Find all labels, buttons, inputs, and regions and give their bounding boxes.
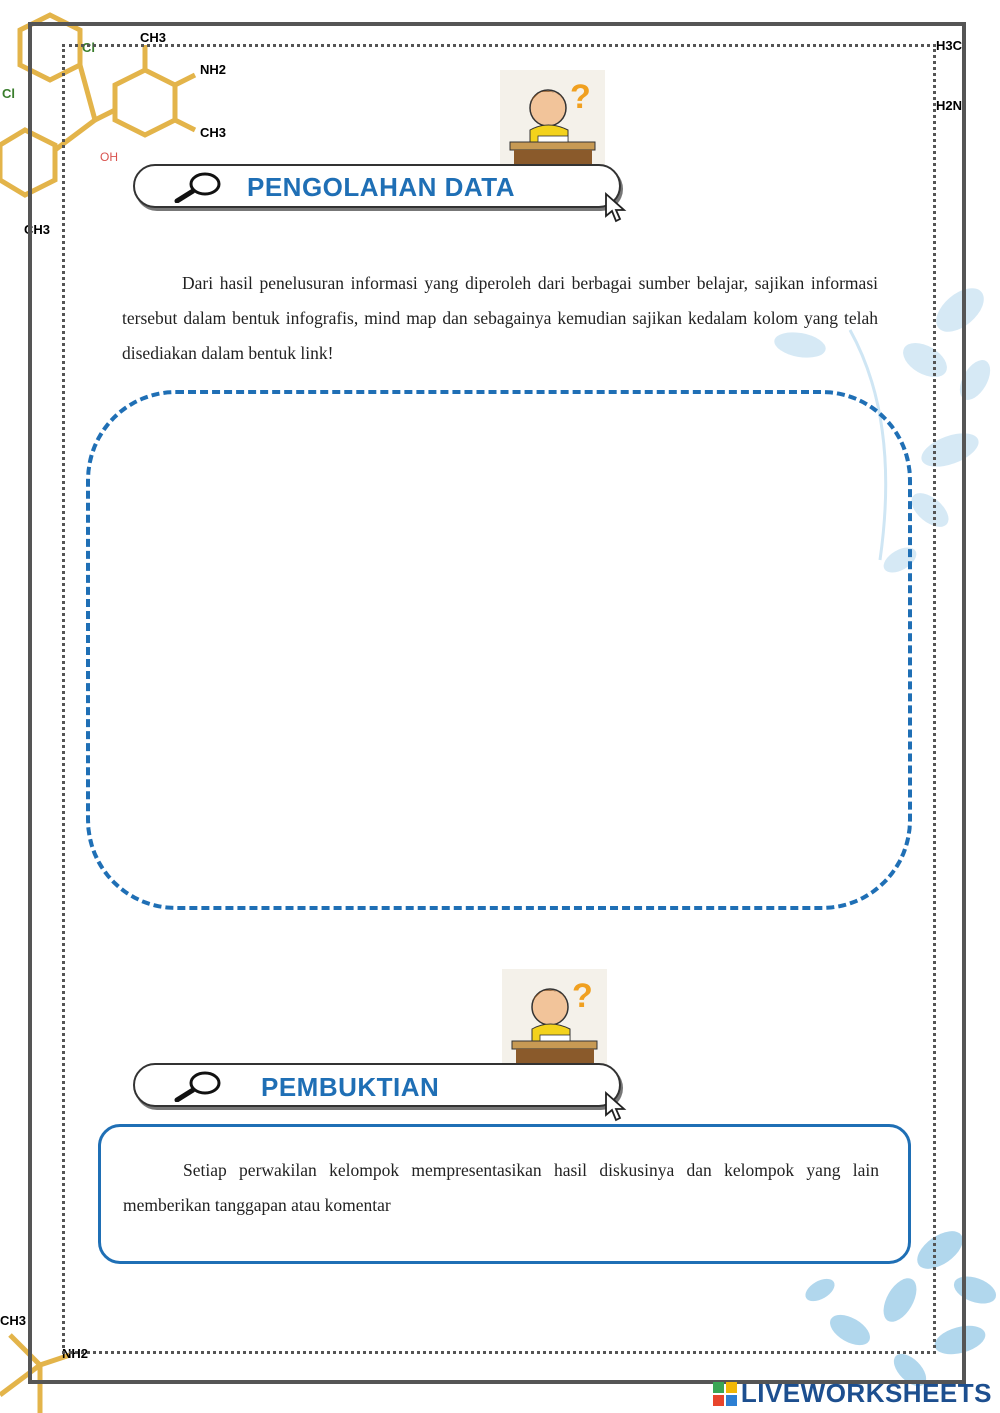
section-title: PEMBUKTIAN [261,1072,440,1102]
chem-label-h2n: H2N [936,98,963,113]
magnifier-icon [173,171,223,203]
magnifier-icon [173,1070,223,1102]
thinking-student-illustration [500,70,605,168]
chem-label-nh2: NH2 [200,62,227,77]
section-header-pembuktian [133,1063,621,1107]
answer-input-area[interactable] [86,390,912,910]
liveworksheets-badge-icon [713,1382,737,1406]
chem-label-ch3: CH3 [0,1313,27,1328]
cursor-pointer-icon [603,1091,629,1123]
chem-label-cl: Cl [2,86,15,101]
chem-label-cl: Cl [82,40,95,55]
chem-label-oh: OH [100,150,118,164]
pembuktian-box [98,1124,911,1264]
brand-name: LIVEWORKSHEETS [740,1378,992,1408]
chem-label-nh2: NH2 [62,1346,89,1361]
svg-text:?: ? [570,78,591,116]
cursor-pointer-icon [603,192,629,224]
chem-label-h3c: H3C [936,38,963,53]
chem-label-ch3: CH3 [200,125,227,140]
section-header-pengolahan-data [133,164,621,208]
liveworksheets-logo [713,1378,992,1409]
instruction-paragraph: Dari hasil penelusuran informasi yang diperoleh dari berbagai sumber belajar, sajikan informasi tersebut dalam bentuk infografis, mind map dan sebagainya kemudian sajikan kedalam kolom yang telah disediakan dalam bentuk link! [122,273,878,363]
pembuktian-paragraph: Setiap perwakilan kelompok mempresentasikan hasil diskusinya dan kelompok yang lain memberikan tanggapan atau komentar [123,1160,879,1215]
section-title: PENGOLAHAN DATA [247,172,515,202]
svg-text:?: ? [572,977,593,1015]
thinking-student-illustration [502,969,607,1067]
chem-label-ch3: CH3 [24,222,51,237]
chem-label-ch3: CH3 [140,30,167,45]
